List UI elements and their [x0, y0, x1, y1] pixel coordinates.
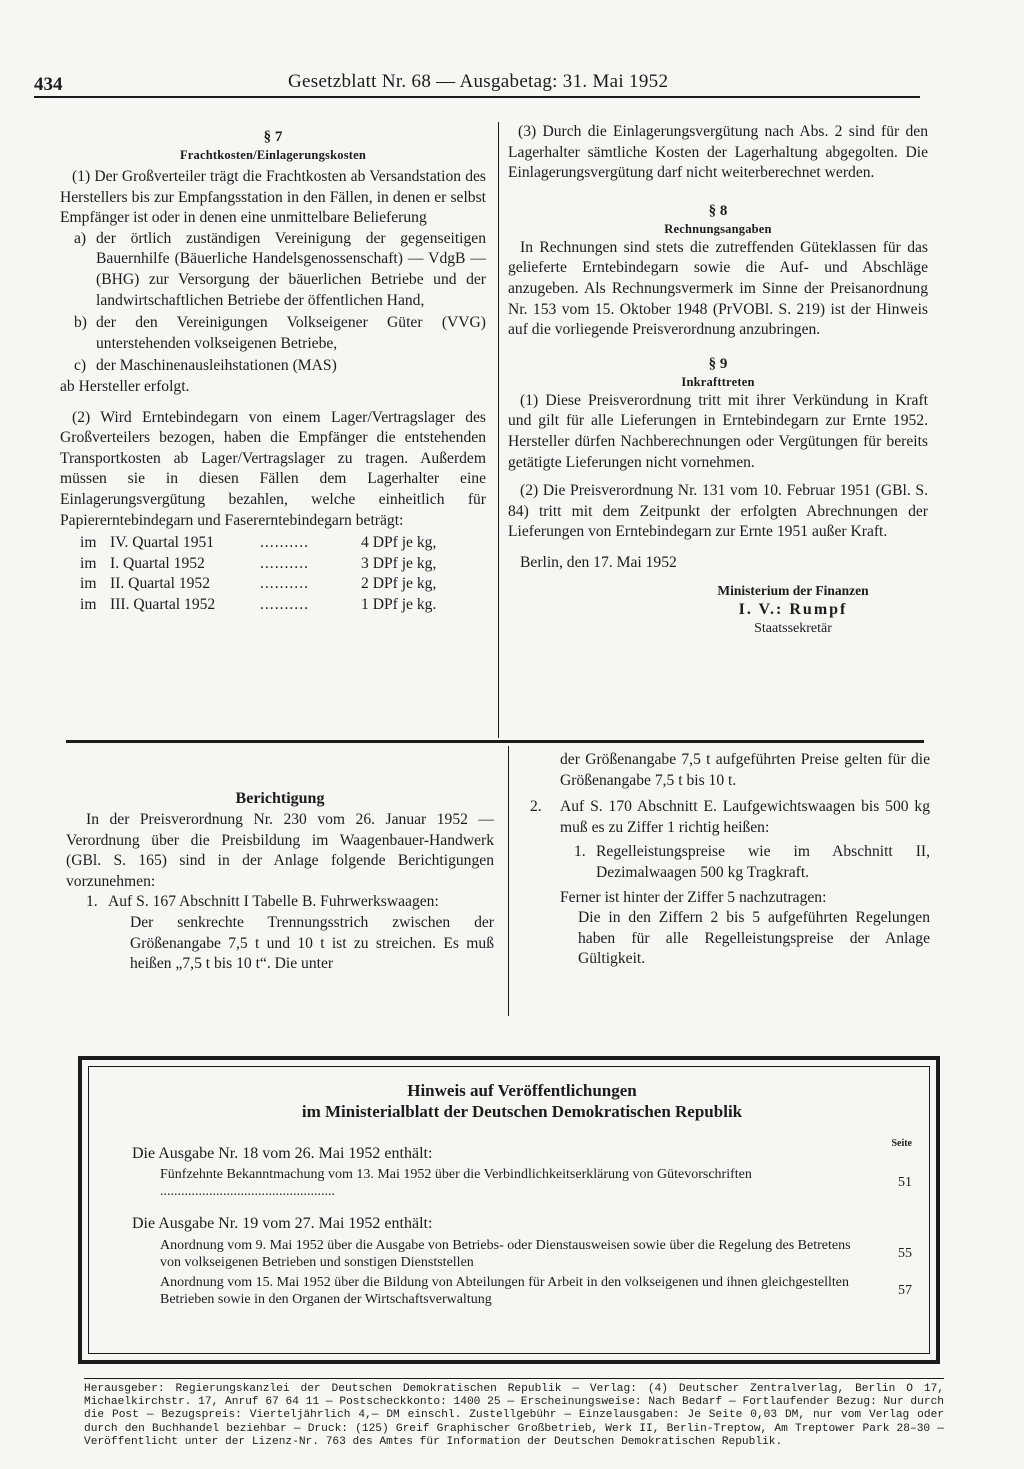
- correction-item-1: [66, 892, 494, 913]
- entry-page: 55: [898, 1246, 912, 1262]
- list-item: [132, 1167, 912, 1200]
- entry-page: 51: [898, 1175, 912, 1191]
- left-column: [60, 128, 486, 615]
- right-column: [508, 122, 928, 638]
- list-marker: c): [74, 357, 87, 375]
- list-item: [132, 1275, 912, 1308]
- entry-text: Anordnung vom 15. Mai 1952 über die Bildung von Abteilungen für Arbeit in den volkseigenen und ihnen gleichgestellten Betrieben sowie in den Organen der Wirtschaftsverwaltung: [160, 1275, 849, 1307]
- table-row: [80, 574, 486, 595]
- notice-box: [78, 1056, 940, 1364]
- section-7-paragraph-1-end: ab Hersteller erfolgt.: [60, 377, 190, 395]
- issue-18-heading: Die Ausgabe Nr. 18 vom 26. Mai 1952 enthält:: [132, 1145, 433, 1162]
- correction-ferner: Ferner ist hinter der Ziffer 5 nachzutragen:: [560, 888, 827, 906]
- list-item: [60, 356, 486, 377]
- correction-item-1-continued: der Größenangabe 7,5 t aufgeführten Preise gelten für die Größenangabe 7,5 t bis 10 t.: [560, 751, 930, 789]
- column-divider: [508, 746, 509, 1016]
- signature-block: [508, 582, 928, 638]
- section-7-number: § 7: [263, 129, 283, 145]
- column-divider: [498, 122, 499, 738]
- date-line: Berlin, den 17. Mai 1952: [520, 553, 677, 571]
- entry-page: 57: [898, 1283, 912, 1299]
- table-row: [80, 533, 486, 554]
- section-7-paragraph-1: (1) Der Großverteiler trägt die Frachtkosten ab Versandstation des Herstellers bis zur Empfangsstation in den Fällen, in denen er selbst Empfänger ist oder in denen eine unmittelbare Belieferung: [60, 168, 486, 227]
- rate-quarter: II. Quartal 1952: [110, 575, 211, 593]
- list-marker: b): [74, 314, 87, 332]
- rate-prefix: im: [80, 554, 97, 572]
- rate-value: 3 DPf je kg,: [361, 554, 437, 572]
- section-8-title: Rechnungsangaben: [664, 221, 772, 236]
- table-row: [80, 554, 486, 575]
- list-text: Auf S. 170 Abschnitt E. Laufgewichtswaagen bis 500 kg muß es zu Ziffer 1 richtig heißen:: [560, 798, 930, 836]
- list-marker: 1.: [574, 843, 586, 861]
- notice-title-line-2: im Ministerialblatt der Deutschen Demokratischen Republik: [301, 1102, 743, 1121]
- ministry-name: Ministerium der Finanzen: [717, 582, 869, 598]
- rate-quarter: IV. Quartal 1951: [110, 534, 215, 552]
- rate-leader: ..........: [260, 575, 309, 593]
- storage-fee-table: [60, 533, 486, 615]
- list-item: [60, 229, 486, 311]
- list-item: [132, 1238, 912, 1271]
- correction-left: [66, 788, 494, 975]
- section-7-paragraph-2: (2) Wird Erntebindegarn von einem Lager/Vertragslager des Großverteilers bezogen, haben die Empfänger die entstehenden Transportkosten ab Lager/Vertragslager zu tragen. Außerdem müssen sie in diesen Fällen dem Lagerhalter eine Einlagerungsvergütung bezahlen, welche einheitlich für Papiererntebindegarn und Fasererntebindegarn beträgt:: [60, 408, 486, 529]
- section-9-paragraph-2: (2) Die Preisverordnung Nr. 131 vom 10. Februar 1951 (GBl. S. 84) tritt mit dem Zeitpunkt der erfolgten Abrechnungen der Lieferungen von Erntebindegarn zur Ernte 1951 außer Kraft.: [508, 482, 928, 541]
- rate-prefix: im: [80, 595, 97, 613]
- entry-text: Anordnung vom 9. Mai 1952 über die Ausgabe von Betriebs- oder Dienstausweisen sowie über die Regelung des Betretens von volkseigenen Betrieben und sonstigen Dienststellen: [160, 1238, 851, 1270]
- signatory-title: Staatssekretär: [754, 620, 832, 636]
- signature: I. V.: Rumpf: [738, 600, 848, 618]
- section-9-paragraph-1: (1) Diese Preisverordnung tritt mit ihrer Verkündung in Kraft und gilt für alle Lieferungen in Erntebindegarn zur Ernte 1952. Hersteller dürfen Nachberechnungen oder Vergütungen für bereits getätigte Lieferungen nicht vornehmen.: [508, 391, 928, 471]
- table-row: [80, 595, 486, 616]
- list-marker: a): [74, 229, 87, 247]
- rate-value: 1 DPf je kg.: [361, 595, 437, 613]
- page-column-label: Seite: [891, 1138, 912, 1149]
- section-9-number: § 9: [708, 355, 728, 372]
- correction-item-2: [530, 797, 930, 838]
- rate-quarter: III. Quartal 1952: [110, 595, 216, 613]
- section-7-paragraph-3: (3) Durch die Einlagerungsvergütung nach Abs. 2 sind für den Lagerhalter sämtliche Kosten der Lagerhaltung abgegolten. Die Einlagerungsvergütung darf nicht weiterberechnet werden.: [508, 123, 928, 182]
- list-text: der örtlich zuständigen Vereinigung der gegenseitigen Bauernhilfe (Bäuerliche Handelsgenossenschaft) — VdgB — (BHG) zur Versorgung der bäuerlichen Betriebe und der landwirtschaftlichen Betriebe der öffentlichen Hand,: [96, 229, 486, 309]
- rate-leader: ..........: [260, 534, 309, 552]
- section-8-number: § 8: [708, 202, 728, 219]
- notice-content: [132, 1080, 912, 1308]
- notice-title-line-1: Hinweis auf Veröffentlichungen: [407, 1081, 637, 1100]
- list-marker: 2.: [530, 798, 542, 816]
- entry-text: Fünfzehnte Bekanntmachung vom 13. Mai 1952 über die Verbindlichkeitserklärung von Gütevorschriften ..................................................: [160, 1167, 752, 1199]
- section-rule: [66, 740, 924, 743]
- rate-value: 2 DPf je kg,: [361, 575, 437, 593]
- rate-prefix: im: [80, 575, 97, 593]
- rate-value: 4 DPf je kg,: [361, 534, 437, 552]
- rate-leader: ..........: [260, 595, 309, 613]
- section-7-title: Frachtkosten/Einlagerungskosten: [179, 148, 367, 162]
- correction-right: [530, 750, 930, 970]
- running-title: Gesetzblatt Nr. 68 — Ausgabetag: 31. Mai 1952: [288, 71, 669, 92]
- list-text: Regelleistungspreise wie im Abschnitt II, Dezimalwaagen 500 kg Tragkraft.: [596, 843, 930, 881]
- imprint: Herausgeber: Regierungskanzlei der Deutschen Demokratischen Republik — Verlag: (4) Deutscher Zentralverlag, Berlin O 17, Michaelkirchstr. 17, Anruf 67 64 11 — Postscheckkonto: 1400 25 — Erscheinungsweise: Nach Bedarf — Fortlaufender Bezug: Nur durch die Post — Bezugspreis: Vierteljährlich 4,— DM einschl. Zustellgebühr — Einzelausgaben: Je Seite 0,03 DM, nur vom Verlag oder durch den Buchhandel beziehbar — Druck: (125) Greif Graphischer Großbetrieb, Werk II, Berlin-Treptow, Am Treptower Park 28–30 — Veröffentlicht unter der Lizenz-Nr. 763 des Amtes für Information der Deutschen Demokratischen Republik.: [84, 1383, 944, 1448]
- header-rule: [34, 96, 920, 98]
- list-text: der den Vereinigungen Volkseigener Güter (VVG) unterstehenden volkseigenen Betriebe,: [96, 314, 486, 352]
- list-text: der Maschinenausleihstationen (MAS): [96, 357, 337, 375]
- correction-ferner-body: Die in den Ziffern 2 bis 5 aufgeführten Regelungen haben für alle Regelleistungspreise der Anlage Gültigkeit.: [578, 909, 930, 968]
- rate-prefix: im: [80, 534, 97, 552]
- rate-quarter: I. Quartal 1952: [110, 554, 205, 572]
- correction-item-1-body: Der senkrechte Trennungsstrich zwischen der Größenangabe 7,5 t und 10 t ist zu streichen. Es muß heißen „7,5 t bis 10 t“. Die unter: [130, 913, 494, 973]
- correction-intro: In der Preisverordnung Nr. 230 vom 26. Januar 1952 — Verordnung über die Preisbildung im Waagenbauer-Handwerk (GBl. S. 165) sind in der Anlage folgende Berichtigungen vorzunehmen:: [66, 811, 494, 890]
- rate-leader: ..........: [260, 554, 309, 572]
- correction-item-2-sub: [530, 842, 930, 883]
- list-text: Auf S. 167 Abschnitt I Tabelle B. Fuhrwerkswaagen:: [108, 893, 439, 911]
- list-marker: 1.: [86, 893, 98, 911]
- issue-19-heading: Die Ausgabe Nr. 19 vom 27. Mai 1952 enthält:: [132, 1215, 433, 1232]
- page-number: 434: [34, 74, 63, 95]
- imprint-rule: [84, 1378, 944, 1379]
- correction-title: Berichtigung: [235, 790, 325, 807]
- section-8-text: In Rechnungen sind stets die zutreffenden Güteklassen für das gelieferte Erntebindegarn sowie die Auf- und Abschläge anzugeben. Als Rechnungsvermerk im Sinne der Preisanordnung Nr. 153 vom 15. Oktober 1948 (PrVOBl. S. 219) ist der Hinweis auf die vorliegende Preisverordnung anzubringen.: [508, 238, 928, 339]
- section-9-title: Inkrafttreten: [681, 374, 755, 389]
- list-item: [60, 313, 486, 354]
